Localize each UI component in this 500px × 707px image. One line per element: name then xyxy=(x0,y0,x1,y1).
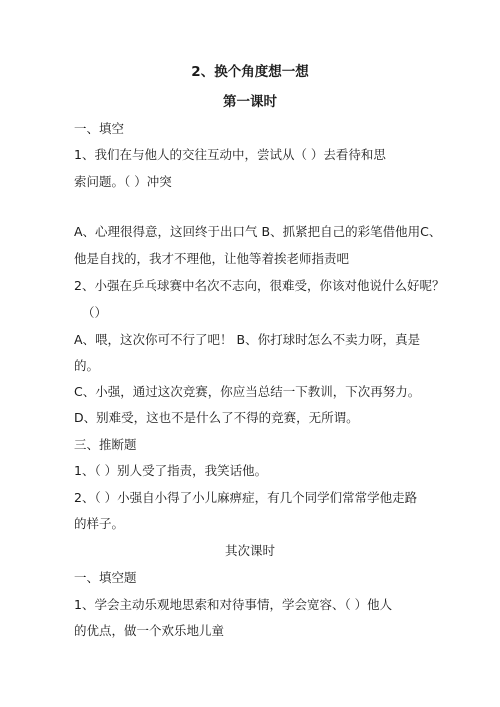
q2-option-c: C、小强，通过这次竞赛，你应当总结一下教训，下次再努力。 xyxy=(74,384,421,399)
fill-item-1-line-2: 的优点，做一个欢乐地儿童 xyxy=(74,623,225,638)
question-1-line-1: 1、我们在与他人的交往互动中，尝试从（ ）去看待和思 xyxy=(74,147,386,162)
question-1-line-2: 索问题。（ ）冲突 xyxy=(74,174,172,189)
question-2-line-1: 2、小强在乒乓球赛中名次不志向，很难受，你该对他说什么好呢？ xyxy=(74,278,445,293)
fill-item-1-line-1: 1、学会主动乐观地思索和对待事情，学会宽容、（ ）他人 xyxy=(74,597,393,612)
q2-option-a-line-1: A、喂，这次你可不行了吧！ B、你打球时怎么不卖力呀，真是 xyxy=(74,332,421,347)
subtitle-second-lesson: 其次课时 xyxy=(224,543,275,558)
judge-item-2-line-1: 2、（ ）小强自小得了小儿麻痹症，有几个同学们常常学他走路 xyxy=(74,490,418,505)
section-fill-blank-2-heading: 一、填空题 xyxy=(74,570,137,585)
section-judge-heading: 三、推断题 xyxy=(74,437,137,452)
subtitle-first-lesson: 第一课时 xyxy=(223,94,277,110)
q2-option-a-line-2: 的。 xyxy=(74,358,100,373)
options-line-2: 他是自找的，我才不理他，让他等着挨老师指责吧 xyxy=(74,251,350,266)
doc-title: 2、换个角度想一想 xyxy=(191,64,309,80)
judge-item-2-line-2: 的样子。 xyxy=(74,516,125,531)
options-line-1: A、心理很得意，这回终于出口气 B、抓紧把自己的彩笔借他用C、 xyxy=(74,224,442,239)
section-fill-blank-heading: 一、填空 xyxy=(74,121,125,136)
question-2-line-2: （） xyxy=(82,305,108,320)
judge-item-1: 1、（ ）别人受了指责，我笑话他。 xyxy=(74,463,268,478)
q2-option-d: D、别难受，这也不是什么了不得的竞赛，无所谓。 xyxy=(74,410,359,425)
